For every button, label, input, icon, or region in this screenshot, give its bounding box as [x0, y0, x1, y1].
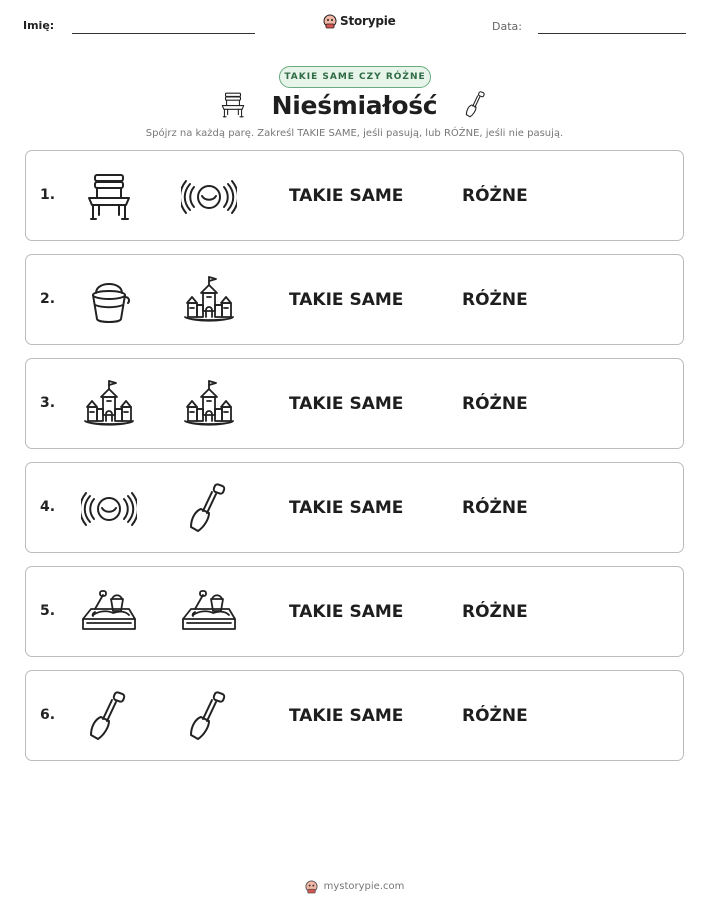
option-same[interactable]: TAKIE SAME [289, 706, 404, 726]
bucket-icon [81, 273, 137, 329]
exercise-row-2 [25, 254, 684, 345]
exercise-row-3 [25, 358, 684, 449]
option-different[interactable]: RÓŻNE [462, 290, 528, 310]
sandcastle-icon [181, 273, 237, 329]
storypie-mascot-icon [323, 13, 337, 29]
option-different[interactable]: RÓŻNE [462, 706, 528, 726]
bench-icon [81, 169, 137, 225]
option-different[interactable]: RÓŻNE [462, 394, 528, 414]
row-number: 3. [40, 395, 56, 411]
page-title: Nieśmiałość [271, 90, 438, 120]
sandbox-icon [81, 585, 137, 641]
storypie-mascot-icon [305, 879, 318, 894]
shovel-icon [181, 481, 237, 537]
worksheet-type-badge: TAKIE SAME CZY RÓŻNE [279, 66, 431, 88]
sandbox-icon [181, 585, 237, 641]
option-different[interactable]: RÓŻNE [462, 602, 528, 622]
exercise-row-6 [25, 670, 684, 761]
name-line[interactable] [72, 33, 255, 34]
shy-face-icon [181, 169, 237, 225]
option-same[interactable]: TAKIE SAME [289, 498, 404, 518]
row-number: 2. [40, 291, 56, 307]
brand-name: Storypie [340, 14, 396, 28]
row-number: 6. [40, 707, 56, 723]
instructions: Spójrz na każdą parę. Zakreśl TAKIE SAME, jeśli pasują, lub RÓŻNE, jeśli nie pasują. [145, 128, 564, 139]
name-label: Imię: [23, 19, 55, 32]
option-different[interactable]: RÓŻNE [462, 186, 528, 206]
shovel-icon [461, 90, 491, 120]
brand-logo [323, 13, 396, 29]
date-line[interactable] [538, 33, 686, 34]
shovel-icon [181, 689, 237, 745]
bench-icon [218, 90, 248, 120]
option-same[interactable]: TAKIE SAME [289, 394, 404, 414]
exercise-row-5 [25, 566, 684, 657]
option-different[interactable]: RÓŻNE [462, 498, 528, 518]
title-row [0, 90, 709, 120]
row-number: 4. [40, 499, 56, 515]
row-number: 5. [40, 603, 56, 619]
row-number: 1. [40, 187, 56, 203]
option-same[interactable]: TAKIE SAME [289, 602, 404, 622]
sandcastle-icon [181, 377, 237, 433]
option-same[interactable]: TAKIE SAME [289, 186, 404, 206]
exercise-row-1 [25, 150, 684, 241]
sandcastle-icon [81, 377, 137, 433]
option-same[interactable]: TAKIE SAME [289, 290, 404, 310]
shy-face-icon [81, 481, 137, 537]
exercise-row-4 [25, 462, 684, 553]
footer [0, 879, 709, 894]
shovel-icon [81, 689, 137, 745]
date-label: Data: [492, 20, 522, 33]
footer-url[interactable]: mystorypie.com [323, 881, 405, 892]
